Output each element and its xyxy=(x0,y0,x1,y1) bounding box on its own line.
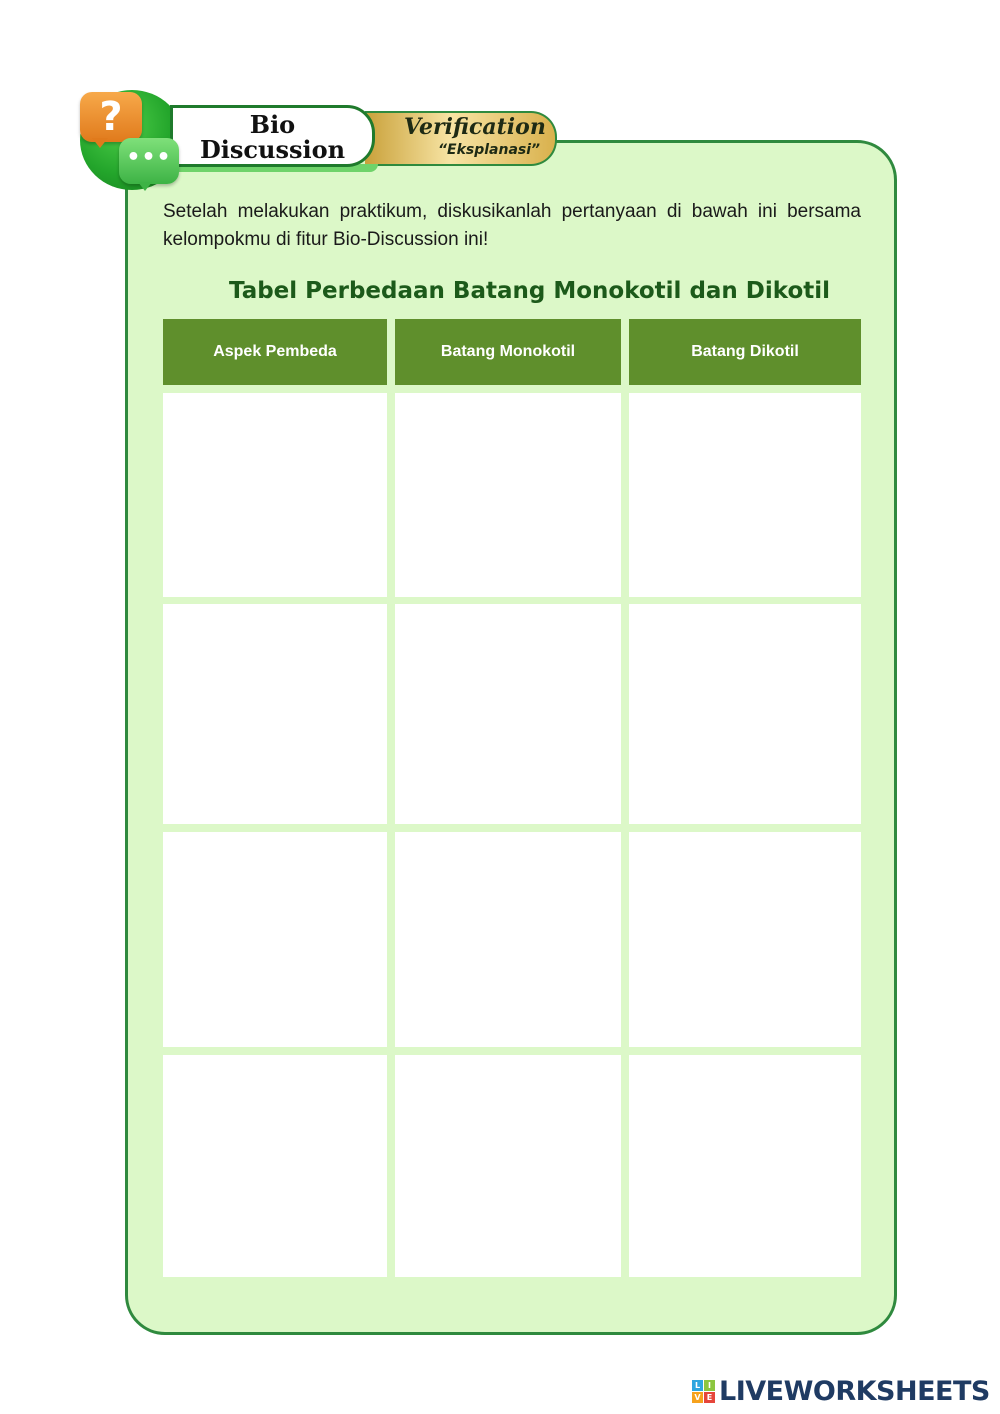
answer-cell-r4-c2[interactable] xyxy=(395,1055,621,1277)
answer-cell-r3-c1[interactable] xyxy=(163,832,387,1047)
title-line-1: Bio xyxy=(249,110,296,139)
intro-paragraph: Setelah melakukan praktikum, diskusikanlah pertanyaan di bawah ini bersama kelompokmu di fitur Bio-Discussion ini! xyxy=(163,201,861,250)
answer-cell-r4-c1[interactable] xyxy=(163,1055,387,1277)
chat-bubble-tail xyxy=(138,182,152,191)
liveworksheets-brand xyxy=(692,1376,990,1406)
bio-discussion-title xyxy=(170,105,375,167)
answer-cell-r4-c3[interactable] xyxy=(629,1055,861,1277)
answer-cell-r1-c1[interactable] xyxy=(163,393,387,597)
answer-cell-r3-c2[interactable] xyxy=(395,832,621,1047)
answer-cell-r1-c3[interactable] xyxy=(629,393,861,597)
verification-title: Verification xyxy=(404,114,546,140)
title-line-2: Discussion xyxy=(199,135,346,164)
question-bubble-tail xyxy=(92,138,108,148)
logo-letter-e: E xyxy=(704,1392,715,1403)
verification-subtitle: “Eksplanasi” xyxy=(438,142,541,158)
answer-cell-r2-c1[interactable] xyxy=(163,604,387,824)
liveworksheets-logo-icon xyxy=(692,1380,715,1403)
logo-letter-i: I xyxy=(704,1380,715,1391)
answer-cell-r2-c2[interactable] xyxy=(395,604,621,824)
table-title: Tabel Perbedaan Batang Monokotil dan Dikotil xyxy=(228,278,831,304)
answer-cell-r2-c3[interactable] xyxy=(629,604,861,824)
column-header-dikotil: Batang Dikotil xyxy=(629,319,861,385)
answer-cell-r1-c2[interactable] xyxy=(395,393,621,597)
liveworksheets-wordmark: LIVEWORKSHEETS xyxy=(719,1375,990,1407)
question-bubble-icon: ? xyxy=(80,92,142,142)
logo-letter-l: L xyxy=(692,1380,703,1391)
logo-letter-v: V xyxy=(692,1392,703,1403)
answer-cell-r3-c3[interactable] xyxy=(629,832,861,1047)
chat-bubble-icon: ••• xyxy=(119,138,179,184)
column-header-aspek: Aspek Pembeda xyxy=(163,319,387,385)
column-header-monokotil: Batang Monokotil xyxy=(395,319,621,385)
